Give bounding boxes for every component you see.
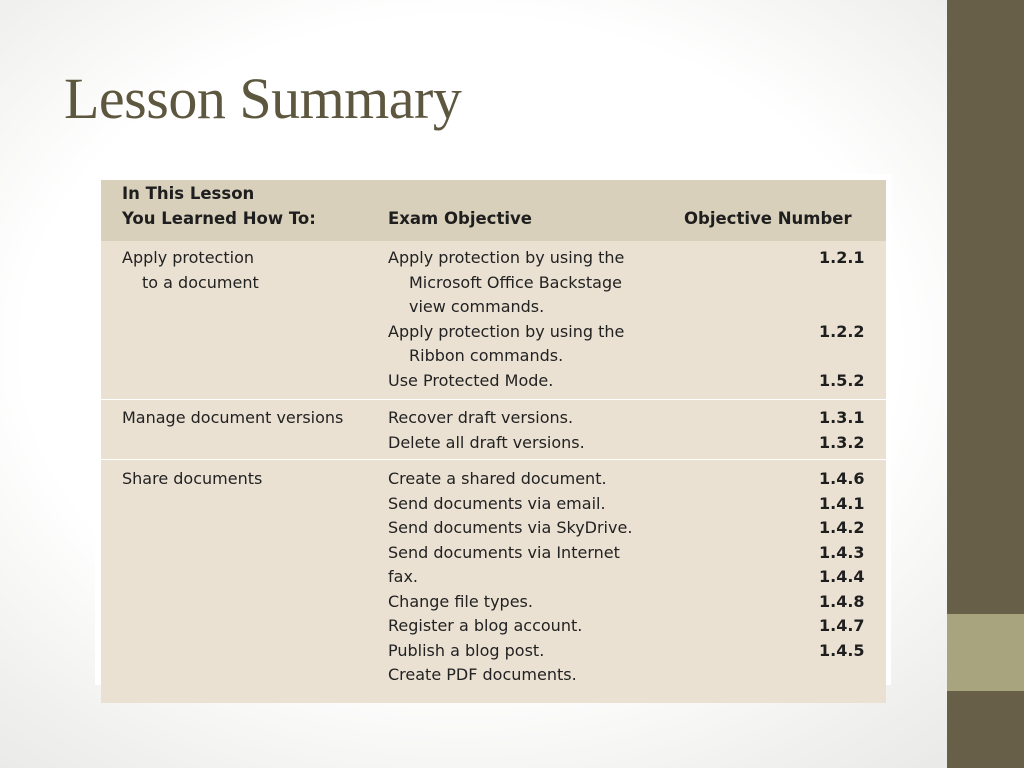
objective-text: Publish a blog post. bbox=[388, 640, 545, 660]
header-lesson bbox=[101, 180, 367, 241]
objective-text: view commands. bbox=[409, 297, 545, 316]
header-exam-objective: Exam Objective bbox=[388, 209, 532, 228]
number-cell bbox=[648, 241, 886, 400]
objective-number: 1.5.2 bbox=[819, 370, 865, 390]
objective-item bbox=[388, 369, 648, 394]
objective-number: 1.4.8 bbox=[819, 591, 865, 611]
table-row-manage-versions bbox=[101, 400, 886, 460]
objective-number: 1.4.3 bbox=[819, 542, 865, 562]
objective-item bbox=[388, 320, 648, 369]
table-row-share-documents bbox=[101, 460, 886, 703]
objective-number: 1.2.1 bbox=[819, 248, 865, 267]
objective-number: 1.3.1 bbox=[819, 408, 865, 427]
objective-text: Register a blog account. bbox=[388, 616, 583, 635]
lesson-line1: Apply protection bbox=[122, 248, 254, 267]
table-row-apply-protection bbox=[101, 241, 886, 400]
objective-number: 1.4.6 bbox=[819, 469, 865, 488]
lesson-summary-table bbox=[101, 180, 886, 703]
objective-number: 1.4.1 bbox=[819, 493, 865, 513]
objective-text: Create PDF documents. bbox=[388, 665, 577, 684]
number-cell bbox=[648, 400, 886, 460]
objective-text: Delete all draft versions. bbox=[388, 432, 585, 452]
lesson-cell bbox=[101, 241, 367, 400]
objective-number: 1.4.2 bbox=[819, 518, 865, 537]
objective-text: Use Protected Mode. bbox=[388, 370, 554, 390]
lesson-cell bbox=[101, 400, 367, 460]
objective-number: 1.3.2 bbox=[819, 432, 865, 452]
header-lesson-line2: You Learned How To: bbox=[122, 209, 316, 228]
objective-text: Send documents via email. bbox=[388, 493, 606, 513]
objective-cell bbox=[367, 241, 648, 400]
objective-text: Send documents via Internet fax. bbox=[388, 542, 620, 586]
header-lesson-line1: In This Lesson bbox=[122, 184, 255, 203]
lesson-cell bbox=[101, 460, 367, 703]
objective-cell bbox=[367, 400, 648, 460]
lesson-line1: Manage document versions bbox=[122, 408, 344, 427]
objective-text: Apply protection by using the bbox=[388, 248, 625, 267]
objective-item bbox=[388, 246, 648, 320]
objective-number: 1.2.2 bbox=[819, 321, 865, 341]
objective-cell bbox=[367, 460, 648, 703]
objective-text: Ribbon commands. bbox=[409, 346, 564, 365]
number-cell bbox=[648, 460, 886, 703]
lesson-summary-table-frame bbox=[95, 174, 891, 685]
objective-text: Recover draft versions. bbox=[388, 408, 574, 427]
objective-number: 1.4.4 bbox=[819, 567, 865, 586]
objective-text: Microsoft Office Backstage bbox=[409, 272, 622, 292]
lesson-line2: to a document bbox=[142, 272, 259, 292]
slide-title: Lesson Summary bbox=[64, 66, 462, 131]
objective-number: 1.4.7 bbox=[819, 616, 865, 635]
objective-text: Create a shared document. bbox=[388, 469, 607, 488]
objective-number: 1.4.5 bbox=[819, 640, 865, 660]
objective-text: Change file types. bbox=[388, 591, 533, 611]
objective-text: Apply protection by using the bbox=[388, 321, 625, 341]
right-accent-block bbox=[947, 614, 1024, 691]
table-header-row bbox=[101, 180, 886, 241]
header-objective-number: Objective Number bbox=[684, 209, 852, 228]
lesson-line1: Share documents bbox=[122, 469, 263, 488]
objective-text: Send documents via SkyDrive. bbox=[388, 518, 633, 537]
